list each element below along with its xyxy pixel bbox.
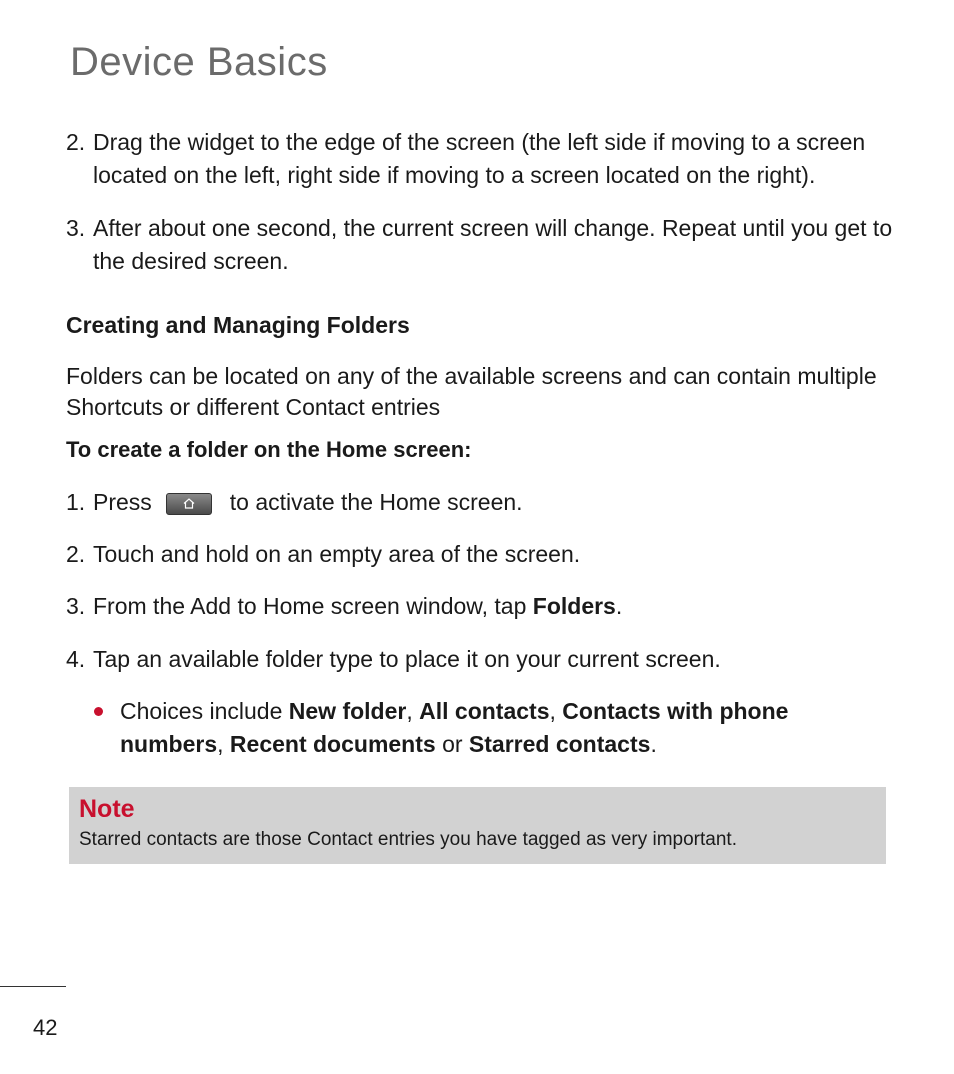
separator: or [435, 731, 469, 757]
choices-bullet [94, 695, 894, 761]
bullet-end: . [650, 731, 657, 757]
section-intro: Folders can be located on any of the available screens and can contain multiple Shortcuts or different Contact entries [66, 363, 877, 420]
separator: , [549, 698, 563, 724]
choice-contacts-with-phone-numbers: Contacts with phone numbers [120, 698, 789, 757]
step-text [93, 590, 896, 623]
choice-recent-documents: Recent documents [229, 731, 436, 757]
section-heading: Creating and Managing Folders [66, 312, 410, 338]
step-3-tap-folders [66, 590, 896, 623]
step-2-drag [66, 126, 896, 192]
step-1-press [66, 486, 896, 519]
step-number: 2. [66, 541, 86, 567]
step-text [93, 486, 896, 519]
step-number: 1. [66, 489, 86, 515]
step-text: Drag the widget to the edge of the screen (the left side if moving to a screen located on the left, right side if moving to a screen located on the right). [93, 129, 866, 188]
step-4-folder-type [66, 643, 896, 676]
separator: , [217, 731, 230, 757]
step-text: After about one second, the current screen will change. Repeat until you get to the desired screen. [93, 215, 893, 274]
procedure-heading: To create a folder on the Home screen: [66, 437, 472, 462]
note-text: Starred contacts are those Contact entries you have tagged as very important. [79, 829, 737, 850]
bullet-text [120, 695, 894, 761]
page-title: Device Basics [70, 40, 328, 84]
folders-term: Folders [532, 593, 616, 619]
step-3-wait [66, 212, 896, 278]
choice-all-contacts: All contacts [419, 698, 550, 724]
step-text: Touch and hold on an empty area of the screen. [93, 541, 581, 567]
step-text-before: Press [93, 489, 152, 515]
step-text-end: . [615, 593, 623, 619]
step-2-touch [66, 538, 896, 571]
note-box [69, 787, 886, 864]
step-number: 4. [66, 646, 86, 672]
bullet-dot-icon [94, 707, 103, 716]
separator: , [406, 698, 420, 724]
step-text-after: to activate the Home screen. [229, 489, 523, 515]
step-number: 3. [66, 593, 86, 619]
home-icon [183, 498, 195, 509]
step-number: 2. [66, 129, 86, 155]
footer-rule [0, 986, 66, 987]
choice-new-folder: New folder [288, 698, 407, 724]
step-text-main: From the Add to Home screen window, tap [93, 593, 533, 619]
page-number: 42 [33, 1015, 58, 1040]
step-text: Tap an available folder type to place it on your current screen. [93, 646, 721, 672]
step-number: 3. [66, 215, 86, 241]
note-title: Note [79, 795, 135, 823]
bullet-prefix: Choices include [120, 698, 289, 724]
home-key-icon [166, 493, 212, 515]
choice-starred-contacts: Starred contacts [468, 731, 651, 757]
